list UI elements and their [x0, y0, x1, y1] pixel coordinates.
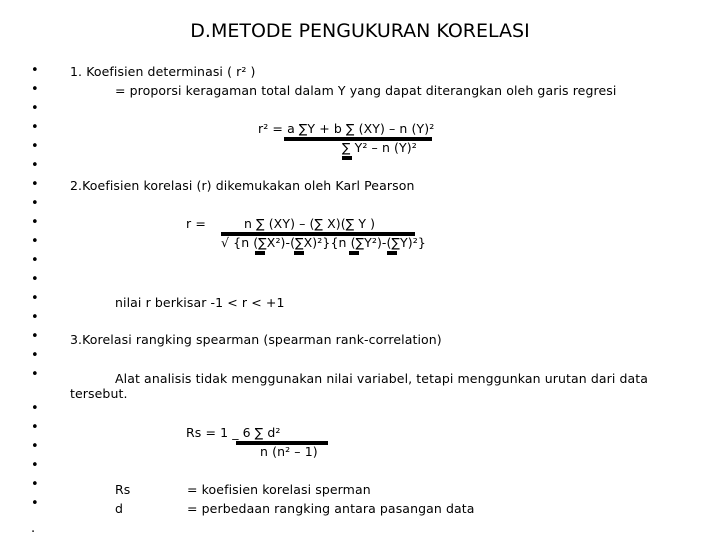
bullet: •: [31, 101, 39, 116]
overbar-mark: [387, 251, 397, 255]
bullet-partial: .: [31, 521, 36, 536]
formula-r2-denominator: ∑ Y² – n (Y)²: [342, 140, 417, 155]
item-1-heading: 1. Koefisien determinasi ( r² ): [70, 64, 256, 79]
bullet: •: [31, 401, 39, 416]
bullet: •: [31, 196, 39, 211]
bullet: •: [31, 234, 39, 249]
item-3-heading: 3.Korelasi rangking spearman (spearman rank-correlation): [70, 332, 442, 347]
bullet: •: [31, 139, 39, 154]
overbar-mark: [294, 251, 304, 255]
bullet: •: [31, 348, 39, 363]
legend-d-meaning: = perbedaan rangking antara pasangan data: [187, 501, 475, 516]
bullet: •: [31, 367, 39, 382]
bullet: •: [31, 82, 39, 97]
formula-rs-denominator: n (n² – 1): [260, 444, 318, 459]
overbar-mark: [255, 251, 265, 255]
formula-r-numerator: n ∑ (XY) – (∑ X)(∑ Y ): [244, 216, 376, 231]
r-range-note: nilai r berkisar -1 < r < +1: [115, 295, 285, 310]
bullet: •: [31, 272, 39, 287]
bullet: •: [31, 458, 39, 473]
item-3-description: Alat analisis tidak menggunakan nilai variabel, tetapi menggunkan urutan dari data: [115, 371, 649, 386]
bullet: •: [31, 120, 39, 135]
legend-rs-meaning: = koefisien korelasi sperman: [187, 482, 371, 497]
bullet: •: [31, 310, 39, 325]
bullet: •: [31, 420, 39, 435]
legend-rs-symbol: Rs: [115, 482, 131, 497]
bullet: •: [31, 177, 39, 192]
formula-rs-numerator: Rs = 1 _ 6 ∑ d²: [186, 425, 281, 440]
legend-d-symbol: d: [115, 501, 124, 516]
bullet: •: [31, 253, 39, 268]
bullet: •: [31, 63, 39, 78]
formula-r-denominator: √ {n (∑X²)-(∑X)²}{n (∑Y²)-(∑Y)²}: [221, 235, 426, 250]
overbar-mark: [349, 251, 359, 255]
item-2-heading: 2.Koefisien korelasi (r) dikemukakan oleh Karl Pearson: [70, 178, 415, 193]
bullet: •: [31, 215, 39, 230]
page-title: D.METODE PENGUKURAN KORELASI: [190, 20, 530, 42]
overbar-mark: [342, 156, 352, 160]
bullet: •: [31, 477, 39, 492]
bullet: •: [31, 291, 39, 306]
formula-r2-numerator: r² = a ∑Y + b ∑ (XY) – n (Y)²: [258, 121, 435, 136]
item-1-definition: = proporsi keragaman total dalam Y yang dapat diterangkan oleh garis regresi: [115, 83, 617, 98]
bullet: •: [31, 496, 39, 511]
bullet: •: [31, 439, 39, 454]
item-3-description-cont: tersebut.: [70, 386, 128, 401]
bullet: •: [31, 158, 39, 173]
bullet: •: [31, 329, 39, 344]
formula-r-label: r =: [186, 216, 206, 231]
